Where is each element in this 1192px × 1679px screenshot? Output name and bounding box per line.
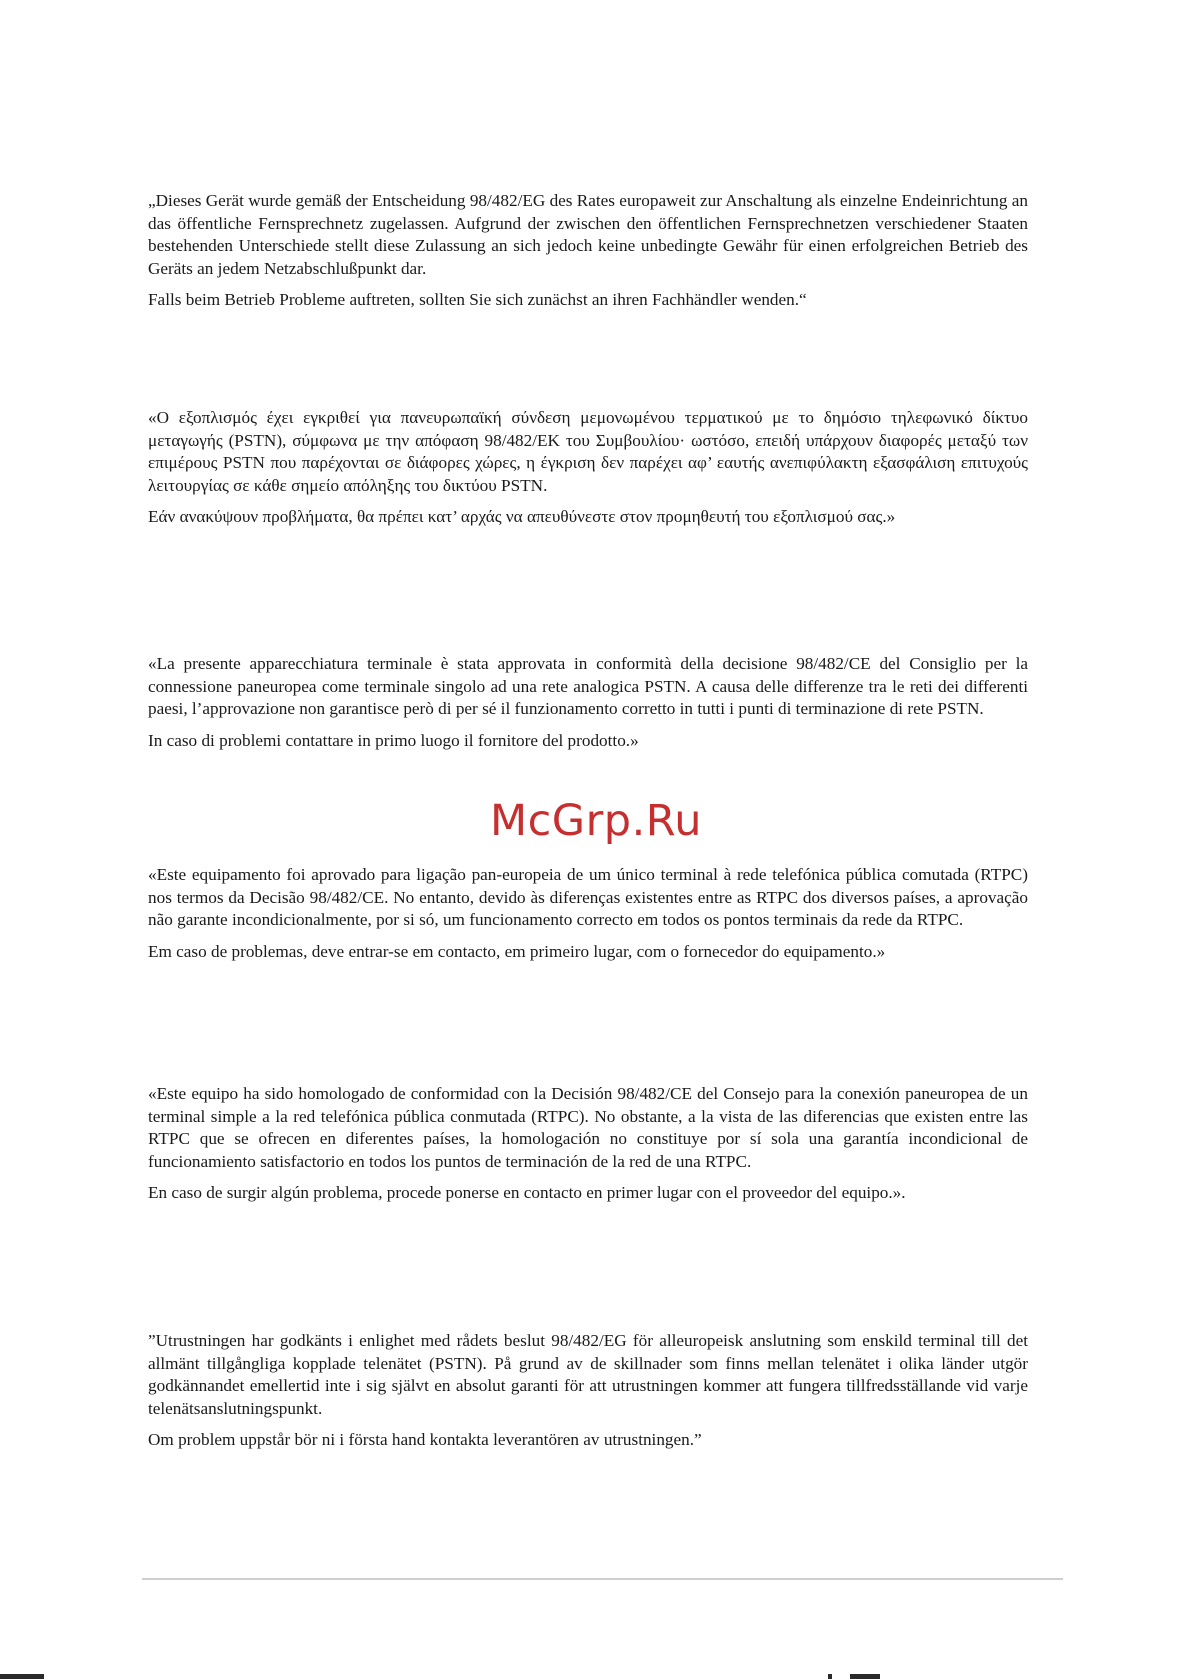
notice-portuguese — [148, 864, 1028, 963]
notice-spanish-paragraph-1: «Este equipo ha sido homologado de conformidad con la Decisión 98/482/CE del Consejo para la conexión paneuropea de un terminal simple a la red telefónica pública conmutada (RTPC). No obstante, a la vista de las diferencias que existen entre las RTPC que se ofrecen en diferentes países, la homologación no constituye por sí sola una garantía incondicional de funcionamiento satisfactorio en todos los puntos de terminación de la red de una RTPC. — [148, 1084, 1028, 1171]
notice-italian — [148, 653, 1028, 752]
edge-mark-left — [0, 1674, 44, 1679]
notice-portuguese-paragraph-1: «Este equipamento foi aprovado para ligação pan-europeia de um único terminal à rede telefónica pública comutada (RTPC) nos termos da Decisão 98/482/CE. No entanto, devido às diferenças existentes entre as RTPC dos diversos países, a aprovação não garante incondicionalmente, por si só, um funcionamento correcto em todos os pontos terminais da rede da RTPC. — [148, 865, 1028, 929]
notice-greek — [148, 407, 1028, 529]
notice-greek-paragraph-1: «Ο εξοπλισμός έχει εγκριθεί για πανευρωπαϊκή σύνδεση μεμονωμένου τερματικού με το δημόσιο τηλεφωνικό δίκτυο μεταγωγής (PSTN), σύμφωνα με την απόφαση 98/482/ΕΚ του Συμβουλίου· ωστόσο, επειδή υπάρχουν διαφορές μεταξύ των επιμέρους PSTN που παρέχονται σε διάφορες χώρες, η έγκριση δεν παρέχει αφ’ εαυτής ανεπιφύλακτη εξασφάλιση επιτυχούς λειτουργίας σε κάθε σημείο απόληξης του δικτύου PSTN. — [148, 408, 1028, 495]
notice-spanish — [148, 1083, 1028, 1205]
notice-italian-paragraph-1: «La presente apparecchiatura terminale è stata approvata in conformità della decisione 98/482/CE del Consiglio per la connessione paneuropea come terminale singolo ad una rete analogica PSTN. A causa delle differenze tra le reti dei differenti paesi, l’approvazione non garantisce però di per sé il funzionamento corretto in tutti i punti di terminazione di rete PSTN. — [148, 654, 1028, 718]
notice-italian-paragraph-2: In caso di problemi contattare in primo luogo il fornitore del prodotto.» — [148, 730, 639, 750]
notice-german-paragraph-1: „Dieses Gerät wurde gemäß der Entscheidung 98/482/EG des Rates europaweit zur Anschaltung als einzelne Endeinrichtung an das öffentliche Fernsprechnetz zugelassen. Aufgrund der zwischen den öffentlichen Fernsprechnetzen verschiedener Staaten bestehenden Unterschiede stellt diese Zulassung an sich jedoch keine unbedingte Gewähr für einen erfolgreichen Betrieb des Geräts an jedem Netzabschlußpunkt dar. — [148, 191, 1028, 278]
page-bottom-edge — [0, 1672, 1192, 1679]
notice-german — [148, 190, 1028, 312]
notice-swedish — [148, 1330, 1028, 1452]
notice-greek-paragraph-2: Εάν ανακύψουν προβλήματα, θα πρέπει κατ’ αρχάς να απευθύνεστε στον προμηθευτή του εξοπλισμού σας.» — [148, 507, 896, 526]
notice-german-paragraph-2: Falls beim Betrieb Probleme auftreten, sollten Sie sich zunächst an ihren Fachhändler wenden.“ — [148, 290, 807, 309]
edge-mark-small — [828, 1674, 832, 1679]
notice-portuguese-paragraph-2: Em caso de problemas, deve entrar-se em contacto, em primeiro lugar, com o fornecedor do equipamento.» — [148, 941, 886, 961]
footer-divider — [142, 1578, 1063, 1580]
notice-spanish-paragraph-2: En caso de surgir algún problema, procede ponerse en contacto en primer lugar con el proveedor del equipo.». — [148, 1183, 906, 1202]
notice-swedish-paragraph-1: ”Utrustningen har godkänts i enlighet med rådets beslut 98/482/EG för alleuropeisk anslutning som enskild terminal till det allmänt tillgångliga kopplade telenätet (PSTN). På grund av de skillnader som finns mellan telenätet i olika länder utgör godkännandet emellertid inte i sig självt en absolut garanti för att utrustningen kommer att fungera tillfredsställande vid varje telenätsanslutningspunkt. — [148, 1331, 1028, 1418]
watermark: McGrp.Ru — [490, 796, 702, 846]
notice-swedish-paragraph-2: Om problem uppstår bör ni i första hand kontakta leverantören av utrustningen.” — [148, 1430, 702, 1449]
edge-mark-right — [850, 1674, 880, 1679]
